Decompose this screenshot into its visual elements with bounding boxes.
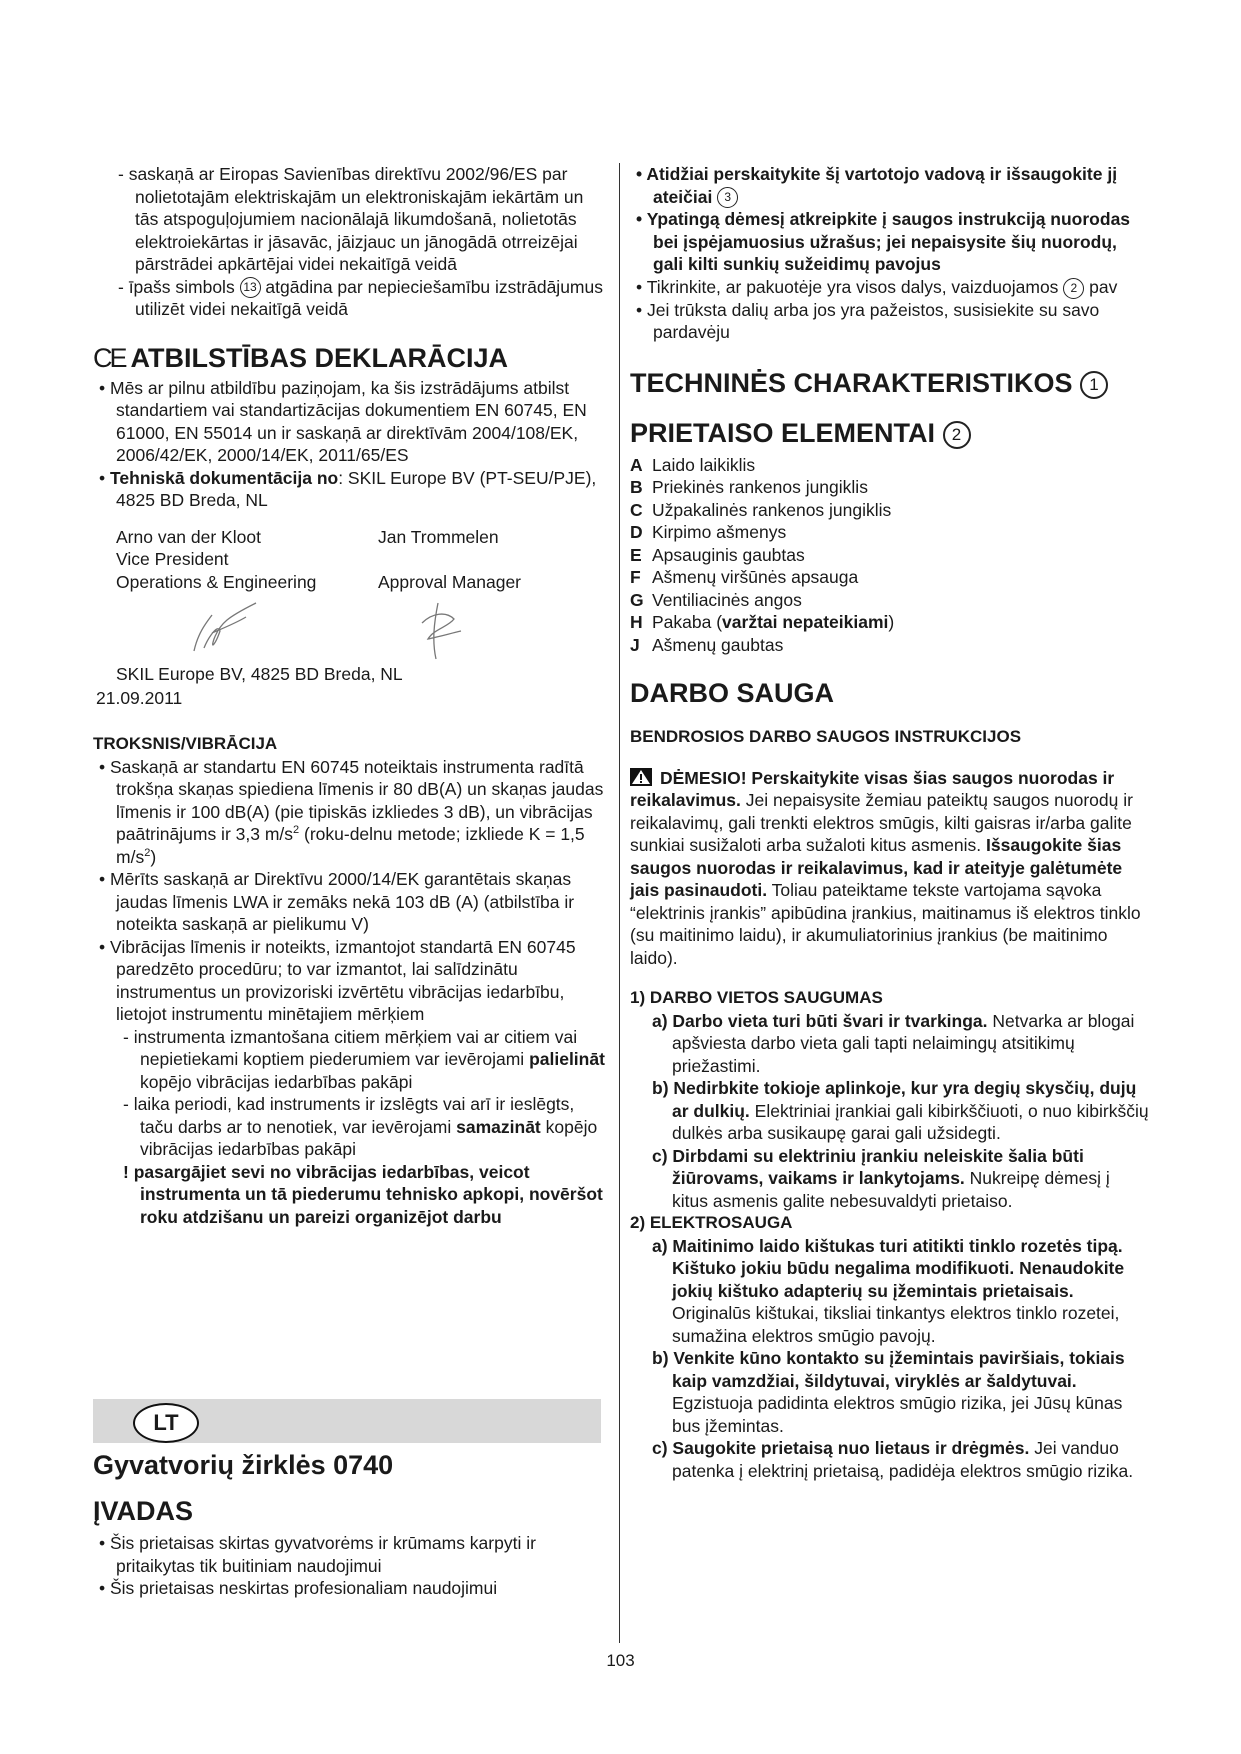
missing-parts-item: • Jei trūksta dalių arba jos yra pažeistos, susisiekite su savo pardavėju — [636, 299, 1100, 343]
tech-heading: TECHNINĖS CHARAKTERISTIKOS 1 — [630, 366, 1150, 400]
ref-1-icon: 1 — [1080, 371, 1108, 399]
safety-1a: a) Darbo vieta turi būti švari ir tvarkinga. Netvarka ar blogai apšviesta darbo vieta gali tapti nelaimingų atsitikimų priežastimi. — [652, 1010, 1135, 1076]
intro-item-2: • Šis prietaisas neskirtas profesionaliam naudojimui — [99, 1578, 498, 1598]
list-item: B Priekinės rankenos jungiklis — [630, 477, 868, 498]
workplace-safety-heading: 1) DARBO VIETOS SAUGUMAS — [630, 988, 883, 1008]
left-column — [93, 163, 608, 1228]
attention-paragraph: DĖMESIO! Perskaitykite visas šias saugos nuorodas ir reikalavimus. Jei nepaisysite žemiau pateiktų saugos nuorodų ir reikalavimų, gali trenkti elektros smūgis, kilti gaisras ir/arba galite sunkiai susižaloti arba sužaloti kitus asmenis. Išsaugokite šias saugos nuorodas ir reikalavimus, kad ir ateityje galėtumėte jais pasinaudoti. Toliau pateiktame tekste vartojama sąvoka “elektrinis įrankis” apibūdina įrankius, maitinamus iš elektros tinklo (su maitinimo laidu), ir akumuliatorinius įrankius (be maitinimo laido). — [630, 767, 1141, 968]
elements-heading: PRIETAISO ELEMENTAI 2 — [630, 416, 1150, 450]
right-column — [630, 163, 1150, 1482]
elements-list — [630, 454, 1150, 657]
left-column-bottom — [93, 1448, 608, 1600]
weee-text: - saskaņā ar Eiropas Savienības direktīvu 2002/96/ES par nolietotajām elektriskajām un elektroniskajām iekārtām un tās atspoguļojumiem nacionālajā likumdošanā, nolietotās elektroiekārtas ir jāsavāc, jāizjauc un jānogādā otrreizējai pārstrādei apkārtējai videi nekaitīgā veidā — [118, 164, 584, 274]
ce-mark-icon: CE — [93, 342, 125, 373]
column-divider — [619, 163, 620, 1643]
safety-heading: DARBO SAUGA — [630, 678, 835, 709]
attention-item: • Ypatingą dėmesį atkreipkite į saugos instrukciją nuorodas bei įspėjamuosius užrašus; jei nepaisysite šių nuorodų, gali kilti sunkių sužeidimų pavojus — [636, 209, 1131, 275]
check-parts-item: • Tikrinkite, ar pakuotėje yra visos dalys, vaizduojamos 2 pav — [636, 276, 1118, 297]
symbol-text: - īpašs simbols 13 atgādina par nepieciešamību izstrādājumus utilizēt videi nekaitīgā veidā — [118, 276, 603, 320]
declaration-heading: CE ATBILSTĪBAS DEKLARĀCIJA — [93, 342, 509, 373]
noise-dash-1: - instrumenta izmantošana citiem mērķiem vai ar citiem vai nepietiekami koptiem piederumiem var ievērojami palielināt kopējo vibrācijas iedarbības pakāpi — [123, 1026, 605, 1092]
signer-2-name: Jan Trommelen — [378, 526, 499, 547]
signer-1-name: Arno van der Kloot — [116, 526, 261, 547]
list-item: A Laido laikiklis — [630, 454, 756, 475]
read-manual-item: • Atidžiai perskaitykite šį vartotojo vadovą ir išsaugokite jį ateičiai 3 — [636, 164, 1118, 207]
signer-1-dept: Operations & Engineering — [116, 571, 317, 592]
safety-1c: c) Dirbdami su elektriniu įrankiu neleiskite šalia būti žiūrovams, vaikams ir lankytojams. Nukreipę dėmesį į kitus asmenis galite nebesuvaldyti prietaiso. — [652, 1145, 1110, 1211]
tech-doc-text: • Tehniskā dokumentācija no: SKIL Europe BV (PT-SEU/PJE), 4825 BD Breda, NL — [99, 467, 597, 511]
list-item: G Ventiliacinės angos — [630, 589, 802, 610]
noise-item-3: • Vibrācijas līmenis ir noteikts, izmantojot standartā EN 60745 paredzēto procedūru; to var izmantot, lai salīdzinātu instrumentus un provizoriski izvērtētu vibrācijas iedarbību, lietojot instrumentu minētajiem mērķiem — [99, 936, 576, 1025]
intro-item-1: • Šis prietaisas skirtas gyvatvorėms ir krūmams karpyti ir pritaikytas tik buitiniam naudojimui — [99, 1533, 536, 1576]
signatures-image — [116, 593, 536, 663]
electrical-safety-heading: 2) ELEKTROSAUGA — [630, 1213, 793, 1233]
ref-2-icon: 2 — [1063, 278, 1084, 299]
noise-item-1: • Saskaņā ar standartu EN 60745 noteiktais instrumenta radītā trokšņa skaņas spiediena līmenis ir 80 dB(A) un skaņas jaudas līmenis ir 100 dB(A) (pie tipiskās izkliedes 3 dB), un vibrācijas paātrinājums ir 3,3 $m/s^2$ (roku-delnu metode; izkliede K = 1,5 $m/s^2$) — [99, 756, 604, 867]
safety-2c: c) Saugokite prietaisą nuo lietaus ir drėgmės. Jei vanduo patenka į elektrinį prietaisą, padidėja elektros smūgio rizika. — [652, 1438, 1134, 1481]
noise-warning: ! pasargājiet sevi no vibrācijas iedarbības, veicot instrumenta un tā piederumu tehnisko apkopi, novēršot roku atdzišanu un pareizi organizējot darbu — [123, 1161, 603, 1227]
noise-item-2: • Mērīts saskaņā ar Direktīvu 2000/14/EK garantētais skaņas jaudas līmenis LWA ir zemāks nekā 103 dB (A) (atbilstība ir noteikta saskaņā ar pielikumu V) — [99, 869, 575, 935]
list-item: H Pakaba (varžtai nepateikiami) — [630, 612, 895, 633]
page-number: 103 — [606, 1651, 635, 1670]
list-item: D Kirpimo ašmenys — [630, 522, 787, 543]
intro-heading: ĮVADAS — [93, 1496, 194, 1526]
noise-heading: TROKSNIS/VIBRĀCIJA — [93, 734, 278, 754]
signer-2-role: Approval Manager — [378, 571, 521, 592]
signer-1-role: Vice President — [116, 549, 229, 570]
safety-1b: b) Nedirbkite tokioje aplinkoje, kur yra degių skysčių, dujų ar dulkių. Elektriniai įrankiai gali kibirkščiuoti, o nuo kibirkščių dulkės arba susikaupę garai gali užsidegti. — [652, 1078, 1149, 1144]
declaration-text: • Mēs ar pilnu atbildību paziņojam, ka šis izstrādājums atbilst standartiem vai standartizācijas dokumentiem EN 60745, EN 61000, EN 55014 un ir saskaņā ar direktīvām 2004/108/EK, 2006/42/EK, 2000/14/EK, 2011/65/ES — [99, 377, 587, 466]
list-item: F Ašmenų viršūnės apsauga — [630, 567, 859, 588]
safety-2b: b) Venkite kūno kontakto su įžemintais paviršiais, tokiais kaip vamzdžiai, šildytuvai, viryklės ar šaldytuvai. Egzistuoja padidinta elektros smūgio rizika, jei Jūsų kūnas bus įžemintas. — [652, 1348, 1125, 1436]
signatures-block — [93, 526, 608, 686]
declaration-date: 21.09.2011 — [96, 687, 183, 708]
ref-13-icon: 13 — [240, 277, 261, 298]
ref-2-icon: 2 — [943, 421, 971, 449]
safety-2a: a) Maitinimo laido kištukas turi atitikti tinklo rozetės tipą. Kištuko jokiu būdu negalima modifikuoti. Nenaudokite jokių kištuko adapterių su įžemintais prietaisais. Originalūs kištukai, tiksliai tinkantys elektros tinklo rozetei, sumažina elektros smūgio pavojų. — [652, 1235, 1125, 1346]
warning-icon — [630, 768, 652, 786]
list-item: J Ašmenų gaubtas — [630, 634, 784, 655]
list-item: C Užpakalinės rankenos jungiklis — [630, 499, 892, 520]
product-title: Gyvatvorių žirklės 0740 — [93, 1450, 394, 1480]
general-safety-heading: BENDROSIOS DARBO SAUGOS INSTRUKCIJOS — [630, 727, 1022, 747]
company-address: SKIL Europe BV, 4825 BD Breda, NL — [116, 664, 403, 685]
list-item: E Apsauginis gaubtas — [630, 544, 805, 565]
noise-dash-2: - laika periodi, kad instruments ir izslēgts vai arī ir ieslēgts, taču darbs ar to nenotiek, var ievērojami samazināt kopējo vibrācijas iedarbības pakāpi — [123, 1094, 598, 1160]
ref-3-icon: 3 — [717, 187, 738, 208]
language-badge: LT — [133, 1403, 199, 1443]
